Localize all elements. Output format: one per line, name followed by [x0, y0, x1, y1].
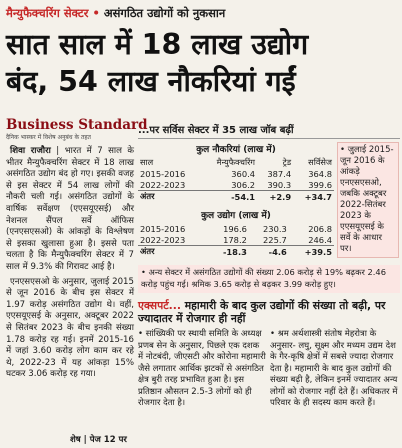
table-cell: -4.6	[249, 246, 289, 258]
table-cell: 387.4	[267, 168, 292, 179]
publication-logo: Business Standard	[6, 117, 148, 133]
table-cell: 230.3	[263, 223, 287, 234]
kicker-line	[6, 3, 396, 23]
continued-label: शेष | पेज 12 पर	[70, 435, 127, 445]
table-cell: +39.5	[289, 246, 334, 258]
headline-line-2: बंद, 54 लाख नौकरियां गईं	[6, 65, 296, 98]
table-row	[138, 234, 334, 246]
units-table-title: कुल उद्योग (लाख में)	[201, 211, 271, 221]
employment-table-title: कुल नौकरियां (लाख में)	[196, 145, 276, 155]
table-cell: 2015-2016	[140, 168, 186, 179]
table-cell: अंतर	[138, 191, 202, 203]
column-header: साल	[140, 157, 154, 167]
story-text-1: भारत में 7 साल के भीतर मैन्युफैक्चरिंग सेक्टर में 18 लाख असंगठित उद्योग बंद हो गए। इसकी वजह से इस सेक्टर में 54 लाख लोगों की नौकरी चली गई। असंगठित उद्योगों के वार्षिक सर्वेक्षण (एएसयूएसई) और नेशनल सैंपल सर्वे ऑफिस (एनएसएसओ) के आंकड़ों के विश्लेषण से इसका खुलासा हुआ है। इससे पता चलता है कि मैन्युफैक्चरिंग सेक्टर में 7 साल में 9.3% की गिरावट आई है।	[6, 146, 134, 272]
expert-label: एक्सपर्ट...	[138, 299, 181, 312]
table-diff-row	[138, 246, 334, 258]
expert-headline	[138, 299, 400, 325]
table-diff-row	[138, 191, 334, 203]
table-cell: 225.7	[263, 234, 287, 245]
table-row	[138, 223, 334, 234]
table-cell: 2015-2016	[140, 223, 186, 234]
table-cell: 2022-2023	[140, 234, 186, 245]
expert-column-right	[270, 329, 400, 410]
table-header-row	[138, 157, 334, 168]
table-cell: 196.6	[223, 223, 247, 234]
sub-headline: ...पर सर्विस सेक्टर में 35 लाख जॉब बढ़ीं	[138, 122, 400, 139]
source-note: • जुलाई 2015-जून 2016 के आंकड़े एनएसएसओ, जबकि अक्टूबर 2022-सितंबर 2023 के एएसयूएसई के सर्वे के आधार पर।	[337, 142, 399, 258]
table-cell: +34.7	[293, 191, 334, 203]
expert-quote-mehrotra: • श्रम अर्थशास्त्री संतोष मेहरोत्रा के अनुसार- लघु, सूक्ष्म और मध्यम उद्यम देश के गैर-कृषि क्षेत्रों में सबसे ज्यादा रोजगार देता है। महामारी के बाद कुल उद्योगों की संख्या बढ़ी है, लेकिन इनमें ज्यादातर अन्य लोगों को रोजगार नहीं देते हैं। अधिकतर में परिवार के ही सदस्य काम करते हैं।	[270, 329, 398, 408]
table-cell: 364.8	[308, 168, 332, 179]
headline-line-1: सात साल में 18 लाख उद्योग	[6, 28, 309, 61]
table-row	[138, 168, 334, 179]
column-header: मैन्युफैक्चरिंग	[216, 157, 256, 167]
expert-title: महामारी के बाद कुल उद्योगों की संख्या तो बढ़ी, पर ज्यादातर में रोजगार ही नहीं	[138, 299, 386, 325]
story-paragraph-2: एनएसएसओ के अनुसार, जुलाई 2015 से जून 2016 के बीच इस सेक्टर में 1.97 करोड़ असंगठित उद्योग थे। वहीं, एएसयूएसई के अनुसार, अक्टूबर 2022 से सितंबर 2023 के बीच इनकी संख्या 1.78 करोड़ रह गई। इनमें 2015-16 में जहां 3.60 करोड़ लोग काम कर रहे थे, 2022-23 में यह आंकड़ा 15% घटकर 3.06 करोड़ रह गया।	[6, 276, 134, 380]
headline	[6, 26, 398, 100]
table-cell: +2.9	[257, 191, 293, 203]
table-cell: 390.3	[267, 179, 292, 190]
table-cell: -18.3	[209, 246, 249, 258]
expert-column-left	[138, 329, 266, 410]
units-table	[138, 223, 334, 257]
byline: शिवा राजौरा	[10, 146, 51, 156]
table-cell: 178.2	[223, 234, 247, 245]
publication-tagline: दैनिक भास्कर में विशेष अनुबंध के तहत	[6, 134, 91, 141]
table-cell: 206.8	[308, 223, 332, 234]
table-cell: 360.4	[231, 168, 256, 179]
expert-quote-sen: • सांख्यिकी पर स्थायी समिति के अध्यक्ष प्रणब सेन के अनुसार, पिछले एक दशक में नोटबंदी, जीएसटी और कोरोना महामारी जैसे लगातार आर्थिक झटकों से असंगठित क्षेत्र बुरी तरह प्रभावित हुआ है। इस प्रतिष्ठान औसतन 2.5-3 लोगों को ही रोजगार देता है।	[138, 329, 266, 408]
data-tables	[138, 140, 334, 257]
employment-table	[138, 157, 334, 202]
kicker-impact: असंगठित उद्योगों को नुकसान	[103, 6, 226, 20]
table-cell: -54.1	[202, 191, 257, 203]
kicker-bullet: •	[92, 6, 100, 20]
story-paragraph-1: शिवा राजौरा | भारत में 7 साल के भीतर मैन्युफैक्चरिंग सेक्टर में 18 लाख असंगठित उद्योग बंद हो गए। इसकी वजह से इस सेक्टर में 54 लाख लोगों की नौकरी चली गई। असंगठित उद्योगों के वार्षिक सर्वेक्षण (एएसयूएसई) और नेशनल सैंपल सर्वे ऑफिस (एनएसएसओ) के आंकड़ों के विश्लेषण से इसका खुलासा हुआ है। इससे पता चलता है कि मैन्युफैक्चरिंग सेक्टर में 7 साल में 9.3% की गिरावट आई है।	[6, 146, 134, 272]
column-header: ट्रेड	[282, 157, 292, 167]
table-cell: 306.2	[231, 179, 256, 190]
column-header: सर्विसेज	[308, 157, 332, 167]
table-cell: 399.6	[308, 179, 332, 190]
table-cell: 246.4	[308, 234, 332, 245]
table-cell: 2022-2023	[140, 179, 186, 190]
story-column	[6, 146, 134, 384]
table-row	[138, 179, 334, 191]
table-cell: अंतर	[138, 246, 209, 258]
kicker-sector: मैन्युफैक्चरिंग सेक्टर	[6, 6, 89, 20]
other-sector-note: • अन्य सेक्टर में असंगठित उद्योगों की संख्या 2.06 करोड़ से 19% बढ़कर 2.46 करोड़ पहुंच गई। श्रमिक 3.65 करोड़ से बढ़कर 3.99 करोड़ हुए।	[138, 265, 400, 293]
